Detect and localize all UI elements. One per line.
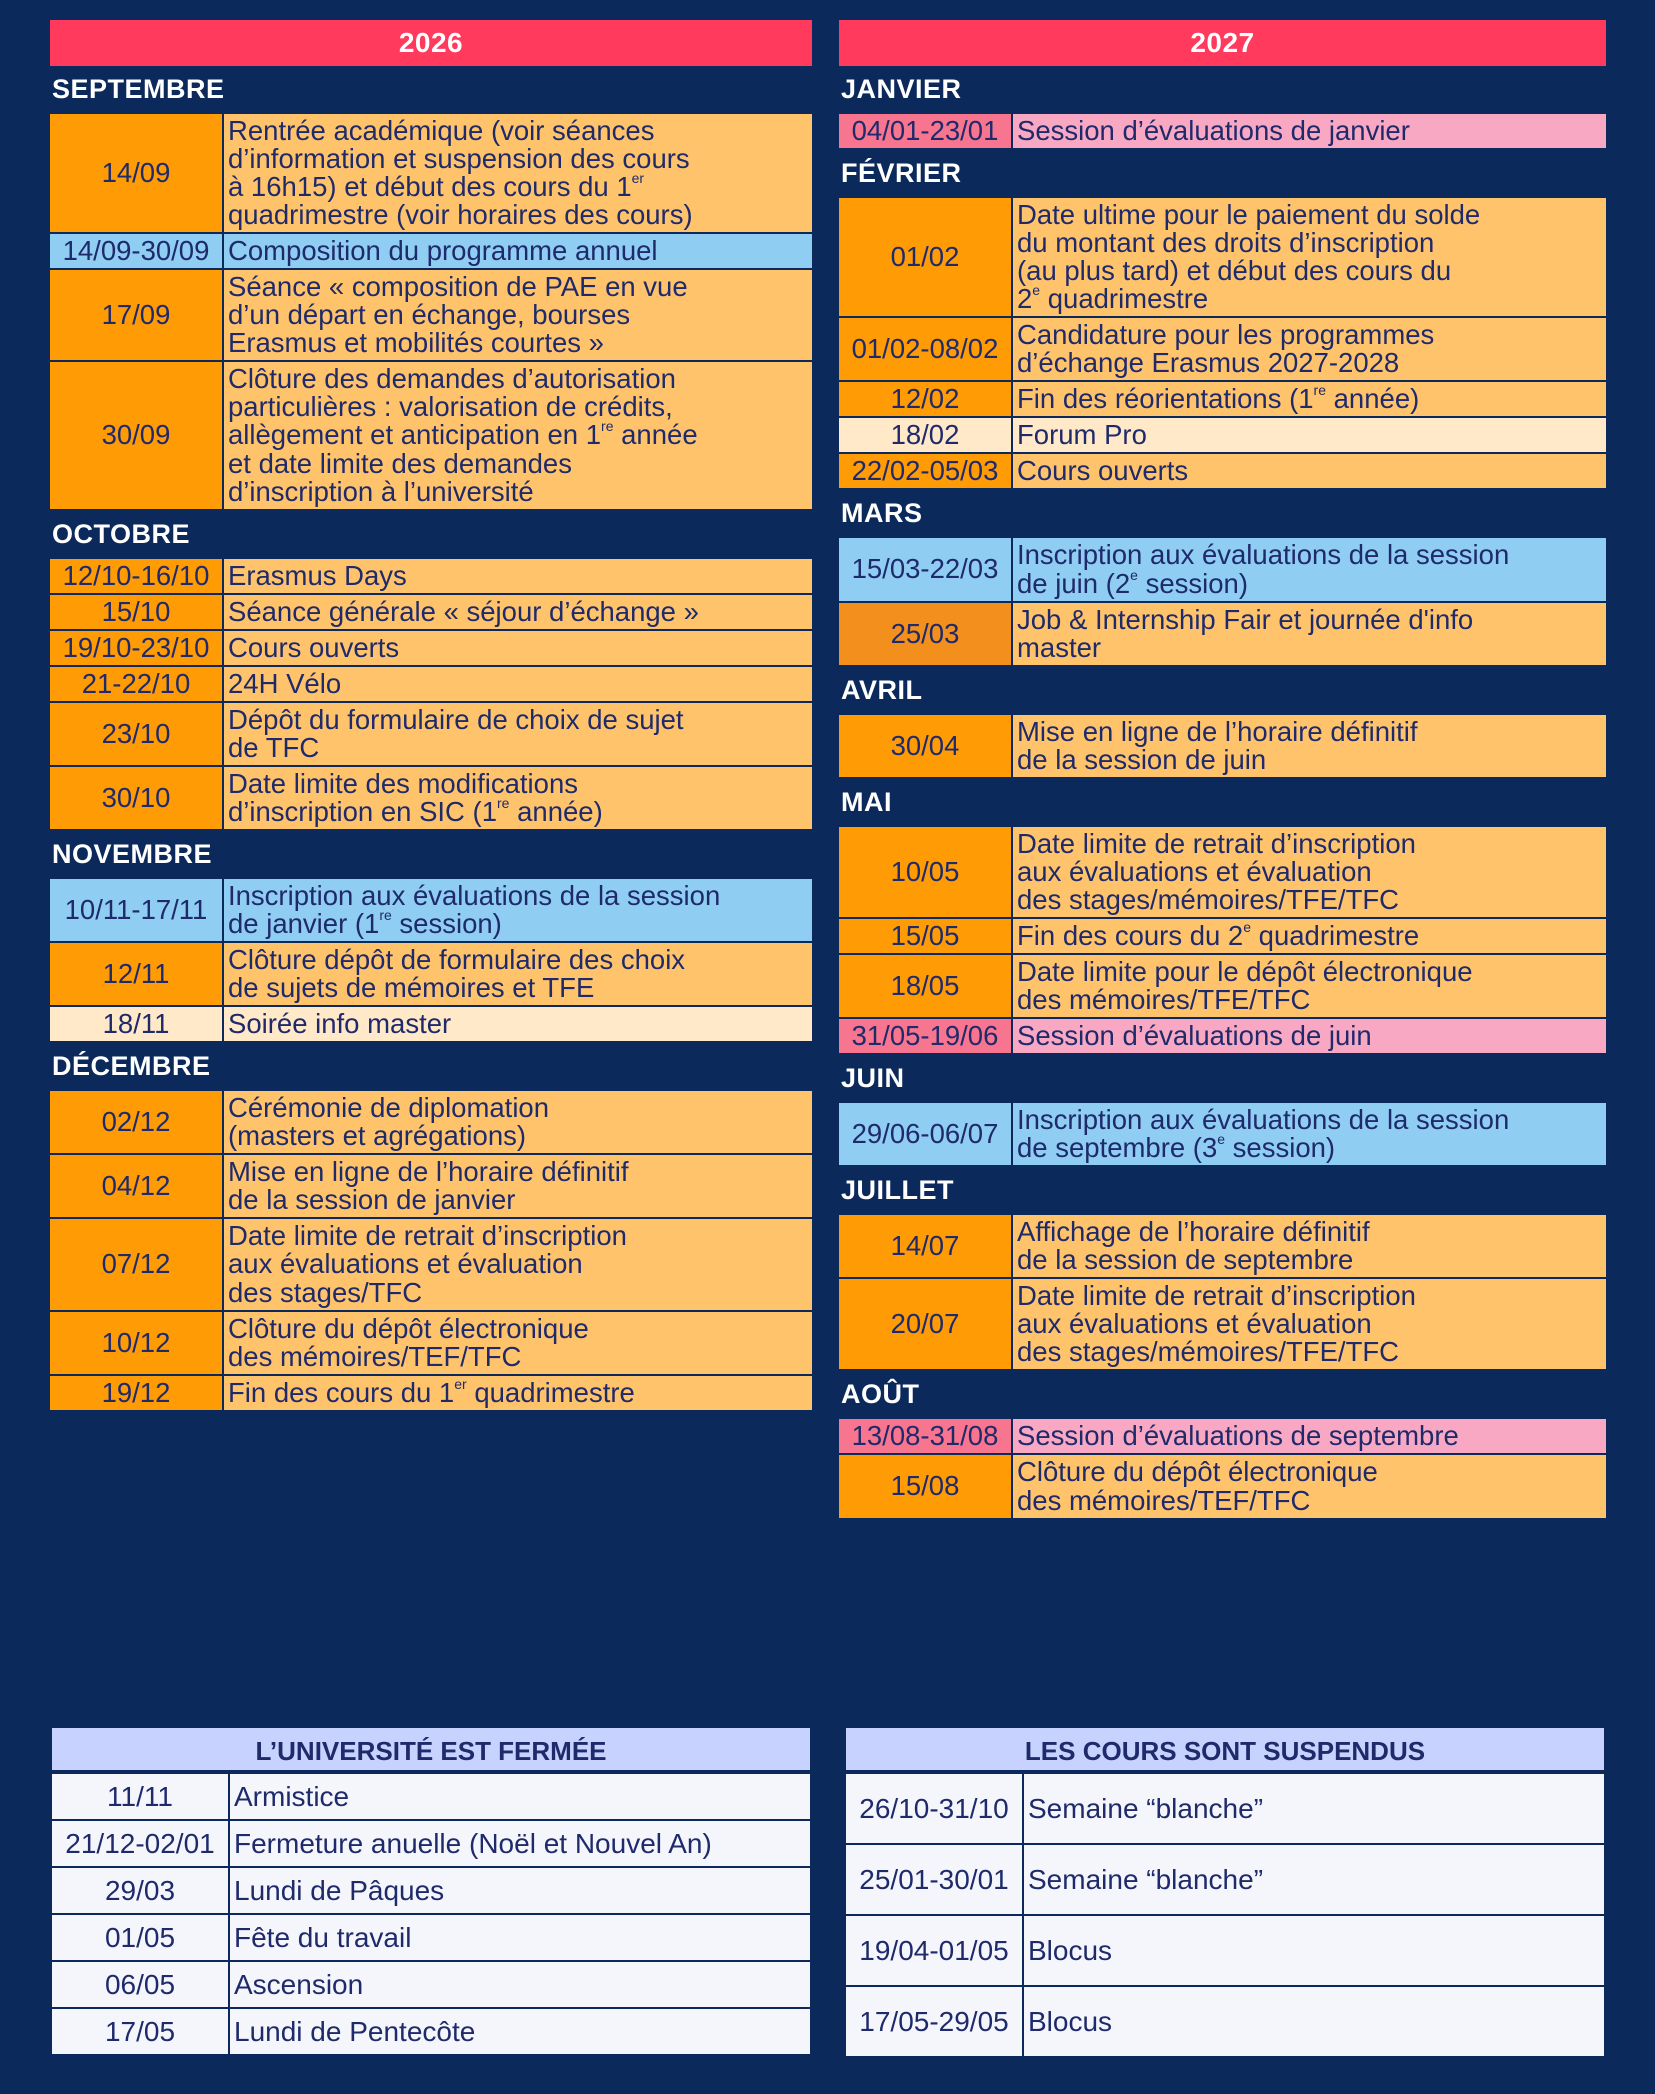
event-date: 14/07 xyxy=(839,1214,1012,1278)
event-description: Date ultime pour le paiement du solde du montant des droits d’inscription (au plus tard) et début des cours du 2e quadrimestre xyxy=(1012,197,1606,317)
event-date: 19/10-23/10 xyxy=(50,630,223,666)
event-row xyxy=(50,269,812,361)
row-date: 19/04-01/05 xyxy=(845,1915,1023,1986)
event-date: 15/05 xyxy=(839,918,1012,954)
event-row xyxy=(839,602,1606,666)
university-closed-table xyxy=(50,1772,812,2056)
university-closed-box xyxy=(50,1726,812,2056)
event-row xyxy=(839,1418,1606,1454)
event-date: 20/07 xyxy=(839,1278,1012,1370)
month-header: AVRIL xyxy=(841,674,923,705)
event-description: Soirée info master xyxy=(223,1006,812,1042)
event-row xyxy=(839,714,1606,778)
event-row xyxy=(839,918,1606,954)
event-row xyxy=(839,197,1606,317)
event-date: 12/11 xyxy=(50,942,223,1006)
table-row xyxy=(51,1773,811,1820)
event-row xyxy=(839,1454,1606,1518)
event-description: Date limite de retrait d’inscription aux évaluations et évaluation des stages/mémoires/TFE/TFC xyxy=(1012,1278,1606,1370)
event-row xyxy=(839,954,1606,1018)
event-row xyxy=(839,1214,1606,1278)
event-description: Date limite pour le dépôt électronique des mémoires/TFE/TFC xyxy=(1012,954,1606,1018)
row-label: Lundi de Pâques xyxy=(229,1867,811,1914)
month-header: MARS xyxy=(841,498,923,529)
table-row xyxy=(845,1773,1605,1844)
table-row xyxy=(845,1844,1605,1915)
row-date: 21/12-02/01 xyxy=(51,1820,229,1867)
event-date: 10/05 xyxy=(839,826,1012,918)
event-date: 30/04 xyxy=(839,714,1012,778)
table-row xyxy=(51,2008,811,2055)
event-row xyxy=(50,1218,812,1310)
month-events-table xyxy=(50,557,812,831)
event-row xyxy=(50,766,812,830)
event-row xyxy=(50,558,812,594)
row-date: 26/10-31/10 xyxy=(845,1773,1023,1844)
event-date: 30/10 xyxy=(50,766,223,830)
row-label: Armistice xyxy=(229,1773,811,1820)
event-description: Erasmus Days xyxy=(223,558,812,594)
event-date: 04/01-23/01 xyxy=(839,113,1012,149)
month-header: JUILLET xyxy=(841,1175,955,1206)
event-description: Session d’évaluations de juin xyxy=(1012,1018,1606,1054)
event-date: 25/03 xyxy=(839,602,1012,666)
event-date: 22/02-05/03 xyxy=(839,453,1012,489)
row-date: 29/03 xyxy=(51,1867,229,1914)
event-date: 17/09 xyxy=(50,269,223,361)
row-label: Blocus xyxy=(1023,1986,1605,2057)
month-header: JANVIER xyxy=(841,74,962,104)
event-description: Rentrée académique (voir séances d’information et suspension des cours à 16h15) et début des cours du 1er quadrimestre (voir horaires des cours) xyxy=(223,113,812,233)
event-date: 29/06-06/07 xyxy=(839,1102,1012,1166)
event-date: 18/02 xyxy=(839,417,1012,453)
row-label: Semaine “blanche” xyxy=(1023,1773,1605,1844)
event-description: 24H Vélo xyxy=(223,666,812,702)
month-events-table xyxy=(839,1101,1606,1167)
event-row xyxy=(839,537,1606,601)
month-events-table xyxy=(50,112,812,511)
event-date: 15/03-22/03 xyxy=(839,537,1012,601)
event-date: 31/05-19/06 xyxy=(839,1018,1012,1054)
event-description: Mise en ligne de l’horaire définitif de la session de juin xyxy=(1012,714,1606,778)
calendar-2026-column xyxy=(50,20,812,1412)
event-description: Cours ouverts xyxy=(1012,453,1606,489)
months-2026 xyxy=(50,66,812,1412)
month-header: SEPTEMBRE xyxy=(52,74,225,104)
row-label: Semaine “blanche” xyxy=(1023,1844,1605,1915)
event-description: Séance générale « séjour d’échange » xyxy=(223,594,812,630)
event-date: 21-22/10 xyxy=(50,666,223,702)
event-row xyxy=(839,417,1606,453)
row-date: 17/05-29/05 xyxy=(845,1986,1023,2057)
event-row xyxy=(50,1375,812,1411)
months-2027 xyxy=(839,66,1606,1520)
month-events-table xyxy=(839,1213,1606,1371)
event-description: Inscription aux évaluations de la session de septembre (3e session) xyxy=(1012,1102,1606,1166)
event-description: Cours ouverts xyxy=(223,630,812,666)
courses-suspended-table xyxy=(844,1772,1606,2058)
month-header: OCTOBRE xyxy=(52,518,191,549)
event-description: Candidature pour les programmes d’échange Erasmus 2027-2028 xyxy=(1012,317,1606,381)
row-label: Blocus xyxy=(1023,1915,1605,1986)
event-description: Inscription aux évaluations de la session de janvier (1re session) xyxy=(223,878,812,942)
row-date: 11/11 xyxy=(51,1773,229,1820)
event-description: Séance « composition de PAE en vue d’un départ en échange, bourses Erasmus et mobilités courtes » xyxy=(223,269,812,361)
event-description: Clôture du dépôt électronique des mémoires/TEF/TFC xyxy=(223,1311,812,1375)
row-label: Lundi de Pentecôte xyxy=(229,2008,811,2055)
event-date: 07/12 xyxy=(50,1218,223,1310)
table-row xyxy=(51,1961,811,2008)
event-date: 04/12 xyxy=(50,1154,223,1218)
table-row xyxy=(51,1820,811,1867)
event-date: 01/02-08/02 xyxy=(839,317,1012,381)
event-row xyxy=(50,630,812,666)
event-description: Cérémonie de diplomation (masters et agrégations) xyxy=(223,1090,812,1154)
table-row xyxy=(51,1914,811,1961)
event-row xyxy=(839,1018,1606,1054)
month-events-table xyxy=(839,825,1606,1055)
event-row xyxy=(50,666,812,702)
event-row xyxy=(50,1311,812,1375)
month-events-table xyxy=(839,1417,1606,1519)
event-description: Session d’évaluations de septembre xyxy=(1012,1418,1606,1454)
table-row xyxy=(845,1986,1605,2057)
event-date: 30/09 xyxy=(50,361,223,509)
event-description: Clôture du dépôt électronique des mémoires/TEF/TFC xyxy=(1012,1454,1606,1518)
event-row xyxy=(839,453,1606,489)
month-header: NOVEMBRE xyxy=(52,838,213,869)
calendar-2027-column xyxy=(839,20,1606,1520)
row-label: Fête du travail xyxy=(229,1914,811,1961)
event-description: Session d’évaluations de janvier xyxy=(1012,113,1606,149)
event-row xyxy=(839,1102,1606,1166)
row-label: Fermeture anuelle (Noël et Nouvel An) xyxy=(229,1820,811,1867)
month-header: FÉVRIER xyxy=(841,158,962,189)
event-date: 10/11-17/11 xyxy=(50,878,223,942)
event-description: Inscription aux évaluations de la session de juin (2e session) xyxy=(1012,537,1606,601)
university-closed-title: L’UNIVERSITÉ EST FERMÉE xyxy=(50,1726,812,1772)
event-row xyxy=(50,878,812,942)
event-row xyxy=(50,233,812,269)
event-description: Job & Internship Fair et journée d'info master xyxy=(1012,602,1606,666)
row-date: 17/05 xyxy=(51,2008,229,2055)
event-row xyxy=(839,381,1606,417)
month-header: AOÛT xyxy=(841,1379,920,1410)
event-date: 15/08 xyxy=(839,1454,1012,1518)
event-date: 13/08-31/08 xyxy=(839,1418,1012,1454)
event-date: 18/11 xyxy=(50,1006,223,1042)
event-row xyxy=(839,1278,1606,1370)
courses-suspended-box xyxy=(844,1726,1606,2058)
month-events-table xyxy=(50,877,812,1043)
event-row xyxy=(50,942,812,1006)
month-events-table xyxy=(839,196,1606,490)
event-description: Composition du programme annuel xyxy=(223,233,812,269)
event-date: 23/10 xyxy=(50,702,223,766)
event-date: 02/12 xyxy=(50,1090,223,1154)
event-row xyxy=(50,1006,812,1042)
event-description: Fin des réorientations (1re année) xyxy=(1012,381,1606,417)
event-row xyxy=(50,361,812,509)
row-date: 06/05 xyxy=(51,1961,229,2008)
event-date: 10/12 xyxy=(50,1311,223,1375)
event-date: 18/05 xyxy=(839,954,1012,1018)
event-description: Date limite de retrait d’inscription aux évaluations et évaluation des stages/mémoires/TFE/TFC xyxy=(1012,826,1606,918)
row-label: Ascension xyxy=(229,1961,811,2008)
event-date: 12/10-16/10 xyxy=(50,558,223,594)
month-header: JUIN xyxy=(841,1063,905,1094)
row-date: 25/01-30/01 xyxy=(845,1844,1023,1915)
event-description: Dépôt du formulaire de choix de sujet de TFC xyxy=(223,702,812,766)
event-description: Affichage de l’horaire définitif de la session de septembre xyxy=(1012,1214,1606,1278)
event-date: 01/02 xyxy=(839,197,1012,317)
month-header: MAI xyxy=(841,786,892,817)
month-events-table xyxy=(839,536,1606,666)
event-row xyxy=(50,594,812,630)
event-row xyxy=(50,1090,812,1154)
month-header: DÉCEMBRE xyxy=(52,1051,211,1082)
event-row xyxy=(839,317,1606,381)
year-header-2027: 2027 xyxy=(839,20,1606,66)
event-date: 14/09-30/09 xyxy=(50,233,223,269)
row-date: 01/05 xyxy=(51,1914,229,1961)
event-date: 19/12 xyxy=(50,1375,223,1411)
courses-suspended-title: LES COURS SONT SUSPENDUS xyxy=(844,1726,1606,1772)
event-row xyxy=(50,1154,812,1218)
year-header-2026: 2026 xyxy=(50,20,812,66)
event-description: Clôture des demandes d’autorisation particulières : valorisation de crédits, allègement et anticipation en 1re année et date limite des demandes d’inscription à l’université xyxy=(223,361,812,509)
event-description: Date limite des modifications d’inscription en SIC (1re année) xyxy=(223,766,812,830)
table-row xyxy=(845,1915,1605,1986)
event-description: Forum Pro xyxy=(1012,417,1606,453)
event-description: Fin des cours du 1er quadrimestre xyxy=(223,1375,812,1411)
event-description: Mise en ligne de l’horaire définitif de la session de janvier xyxy=(223,1154,812,1218)
event-row xyxy=(50,113,812,233)
event-date: 15/10 xyxy=(50,594,223,630)
month-events-table xyxy=(839,713,1606,779)
month-events-table xyxy=(839,112,1606,150)
event-date: 12/02 xyxy=(839,381,1012,417)
event-row xyxy=(839,113,1606,149)
event-description: Date limite de retrait d’inscription aux évaluations et évaluation des stages/TFC xyxy=(223,1218,812,1310)
event-row xyxy=(839,826,1606,918)
month-events-table xyxy=(50,1089,812,1411)
event-description: Clôture dépôt de formulaire des choix de sujets de mémoires et TFE xyxy=(223,942,812,1006)
event-date: 14/09 xyxy=(50,113,223,233)
event-description: Fin des cours du 2e quadrimestre xyxy=(1012,918,1606,954)
table-row xyxy=(51,1867,811,1914)
event-row xyxy=(50,702,812,766)
